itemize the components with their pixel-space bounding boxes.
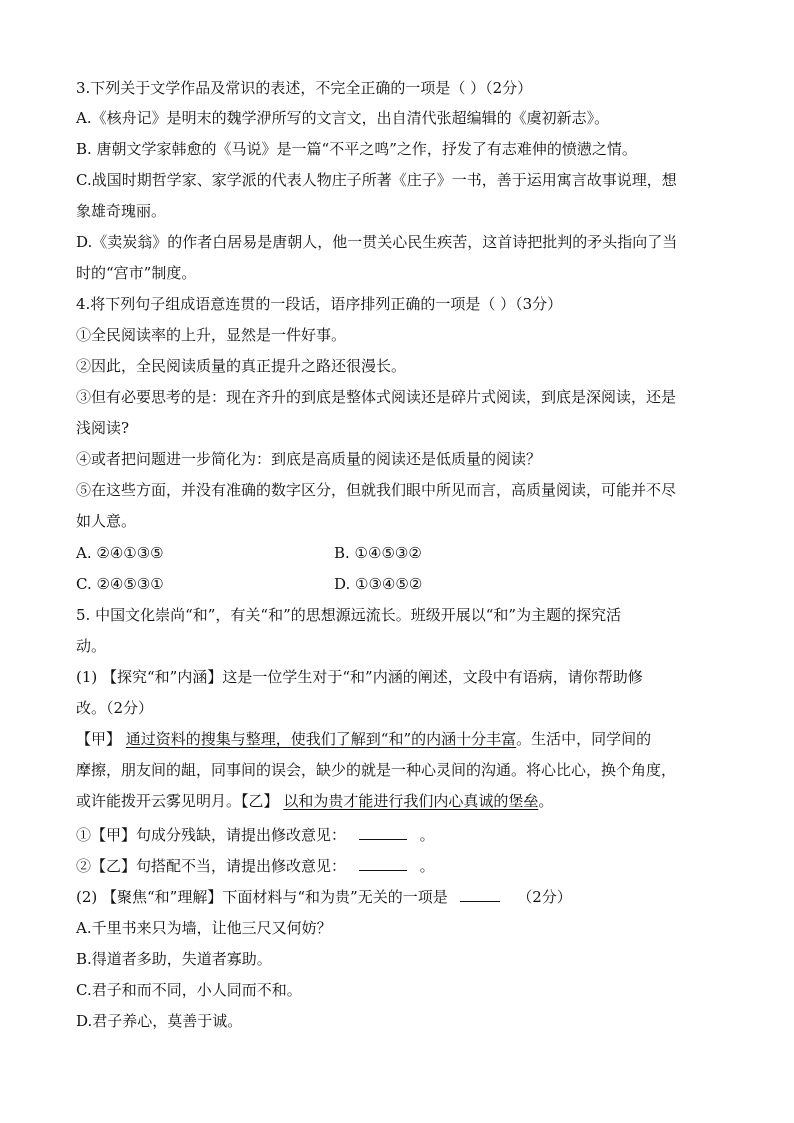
q3-option-a: A.《核舟记》是明末的魏学洢所写的文言文，出自清代张超编辑的《虞初新志》。	[76, 109, 610, 127]
q5-stem-line2: 动。	[76, 637, 107, 655]
q3-option-d-line2: 时的“宫市”制度。	[76, 264, 197, 282]
jia-tag: 【甲】	[76, 730, 122, 748]
q5-part2-stem: (2) 【聚焦“和”理解】下面材料与“和为贵”无关的一项是	[76, 888, 448, 906]
passage-line1	[76, 729, 651, 749]
q4-sentence-4: ④或者把问题进一步简化为：到底是高质量的阅读还是低质量的阅读？	[76, 450, 542, 468]
q4-options-row1	[76, 543, 716, 563]
passage-line3	[76, 791, 553, 811]
passage-line3-text: 或许能拨开云雾见明月。	[76, 792, 242, 810]
fix-jia-prompt: ①【甲】句成分残缺，请提出修改意见：	[76, 826, 347, 844]
fix-yi-answer-blank[interactable]	[359, 856, 407, 871]
q4-sentence-3-line1: ③但有必要思考的是：现在齐升的到底是整体式阅读还是碎片式阅读，到底是深阅读，还是	[76, 388, 677, 406]
q4-option-b: B. ①④⑤③②	[334, 544, 422, 562]
q5-part1-line2: 改。（2分）	[76, 699, 154, 717]
passage-line2: 摩擦，朋友间的龃，同事间的误会，缺少的就是一种心灵间的沟通。将心比心，换个角度，	[76, 761, 677, 779]
fix-jia-line	[76, 825, 435, 845]
q4-stem: 4.将下列句子组成语意连贯的一段话，语序排列正确的一项是（ ）（3分）	[76, 295, 563, 313]
q4-sentence-2: ②因此，全民阅读质量的真正提升之路还很漫长。	[76, 357, 407, 375]
fix-jia-period: 。	[419, 826, 435, 844]
jia-sentence: 通过资料的搜集与整理，使我们了解到“和”的内涵十分丰富	[125, 730, 517, 748]
q4-sentence-5-line2: 如人意。	[76, 512, 137, 530]
q5-part2-option-b: B.得道者多助，失道者寡助。	[76, 950, 272, 968]
q5-part1-line1: (1) 【探究“和”内涵】这是一位学生对于“和”内涵的阐述，文段中有语病，请你帮助修	[76, 668, 643, 686]
q3-option-c-line1: C.战国时期哲学家、家学派的代表人物庄子所著《庄子》一书，善于运用寓言故事说理，想	[76, 171, 677, 189]
q4-option-a: A. ②④①③⑤	[76, 544, 164, 562]
passage-line1-rest: 。生活中，同学间的	[516, 730, 652, 748]
passage-line3-end: 。	[538, 792, 554, 810]
q3-option-b: B. 唐朝文学家韩愈的《马说》是一篇“不平之鸣”之作，抒发了有志难伸的愤懑之情。	[76, 140, 637, 158]
fix-yi-prompt: ②【乙】句搭配不当，请提出修改意见：	[76, 857, 347, 875]
q5-part2-option-c: C.君子和而不同，小人同而不和。	[76, 981, 302, 999]
q5-part2-answer-blank[interactable]	[460, 887, 500, 902]
q5-part2-line	[76, 887, 572, 907]
fix-jia-answer-blank[interactable]	[359, 825, 407, 840]
q4-sentence-3-line2: 浅阅读?	[76, 419, 130, 437]
q5-part2-option-a: A.千里书来只为墙，让他三尺又何妨？	[76, 919, 332, 937]
q3-option-c-line2: 象雄奇瑰丽。	[76, 202, 167, 220]
q4-sentence-1: ①全民阅读率的上升，显然是一件好事。	[76, 326, 347, 344]
q5-part2-score: （2分）	[517, 888, 572, 906]
q4-option-d: D. ①③④⑤②	[334, 575, 423, 593]
q4-option-c: C. ②④⑤③①	[76, 575, 164, 593]
q5-part2-option-d: D.君子养心，莫善于诚。	[76, 1012, 243, 1030]
yi-tag: 【乙】	[241, 792, 279, 810]
q5-stem-line1: 5. 中国文化崇尚“和”，有关“和”的思想源远流长。班级开展以“和”为主题的探究活	[76, 606, 622, 624]
fix-yi-period: 。	[419, 857, 435, 875]
q3-stem: 3.下列关于文学作品及常识的表述，不完全正确的一项是（ ）（2分）	[76, 79, 533, 97]
fix-yi-line	[76, 856, 435, 876]
q4-sentence-5-line1: ⑤在这些方面，并没有准确的数字区分，但就我们眼中所见而言，高质量阅读，可能并不尽	[76, 481, 677, 499]
q4-options-row2	[76, 574, 716, 594]
yi-sentence: 以和为贵才能进行我们内心真诚的堡垒	[283, 792, 539, 810]
q3-option-d-line1: D.《卖炭翁》的作者白居易是唐朝人，他一贯关心民生疾苦，这首诗把批判的矛头指向了当	[76, 233, 678, 251]
